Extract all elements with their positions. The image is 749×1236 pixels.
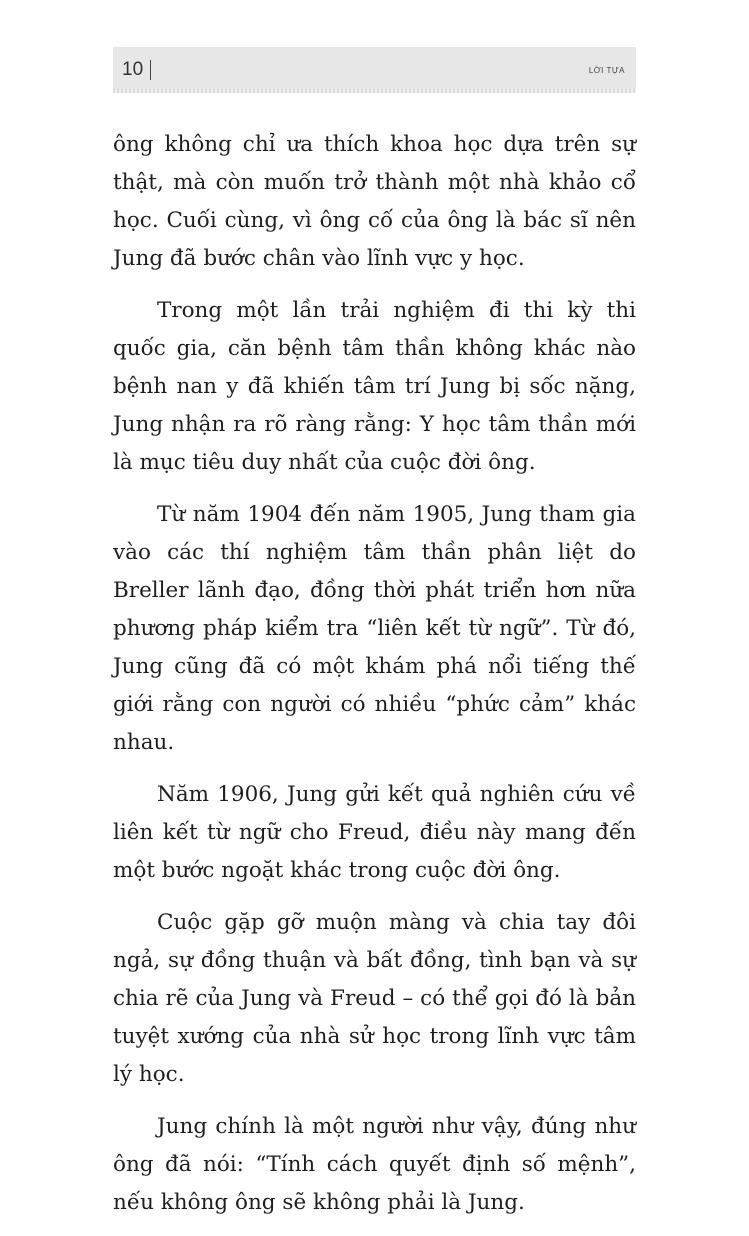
paragraph-3: Từ năm 1904 đến năm 1905, Jung tham gia vào các thí nghiệm tâm thần phân liệt do Breller lãnh đạo, đồng thời phát triển hơn nữa phương pháp kiểm tra “liên kết từ ngữ”. Từ đó, Jung cũng đã có một khám phá nổi tiếng thế giới rằng con người có nhiều “phức cảm” khác nhau. (113, 502, 636, 755)
running-title: LỜI TỰA (588, 66, 625, 75)
paragraph-6: Jung chính là một người như vậy, đúng như ông đã nói: “Tính cách quyết định số mệnh”, nếu không ông sẽ không phải là Jung. (113, 1114, 636, 1215)
page-header (113, 47, 636, 93)
header-texture (113, 88, 636, 93)
paragraph-4: Năm 1906, Jung gửi kết quả nghiên cứu về liên kết từ ngữ cho Freud, điều này mang đến một bước ngoặt khác trong cuộc đời ông. (113, 782, 636, 883)
paragraph-2: Trong một lần trải nghiệm đi thi kỳ thi quốc gia, căn bệnh tâm thần không khác nào bệnh nan y đã khiến tâm trí Jung bị sốc nặng, Jung nhận ra rõ ràng rằng: Y học tâm thần mới là mục tiêu duy nhất của cuộc đời ông. (113, 298, 636, 475)
page-number: 10 (122, 59, 144, 80)
paragraph-1: ông không chỉ ưa thích khoa học dựa trên sự thật, mà còn muốn trở thành một nhà khảo cổ học. Cuối cùng, vì ông cố của ông là bác sĩ nên Jung đã bước chân vào lĩnh vực y học. (113, 132, 636, 271)
body-text (113, 126, 636, 1236)
header-divider (150, 60, 151, 80)
paragraph-5: Cuộc gặp gỡ muộn màng và chia tay đôi ngả, sự đồng thuận và bất đồng, tình bạn và sự chia rẽ của Jung và Freud – có thể gọi đó là bản tuyệt xướng của nhà sử học trong lĩnh vực tâm lý học. (113, 910, 636, 1087)
